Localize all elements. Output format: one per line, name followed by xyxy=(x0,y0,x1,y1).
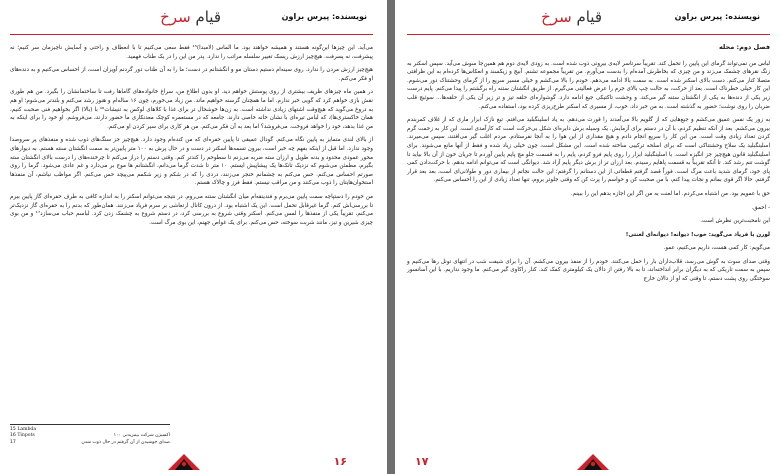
chapter-title: فصل دوم: محله xyxy=(718,43,770,51)
paragraph: وقتی صدای سوت به گوش می‌رسد، قلاب‌داران بار را حمل می‌کنند. خودم را از منفذ بیرون می‌کشم. آن را برای شیفت شب در انتهای تونل رها می‌کنیم و سپس به سمت تاریکی که به دیگران برابر انداخته‌اند، تا به بالا رفتن از دالان یک کیلومتری کمک کند. کنار راکاوی گیر می‌کنم. ما وجود نداریم. با این آسانسور سوختگی روی پشت دستم، تا وقتی که او از دالان خارج xyxy=(407,258,770,283)
footnote-fa: ۱۰۰ اکسیژن شرکت بیمزیدنی xyxy=(113,433,170,438)
page-header xyxy=(10,6,373,35)
page-gutter xyxy=(387,0,395,474)
book-title-word2: سرخ xyxy=(541,8,572,26)
book-title-word1: قیام xyxy=(195,8,221,26)
page-number: ۱۶ xyxy=(333,455,347,468)
book-title xyxy=(541,6,602,28)
footnotes xyxy=(10,424,170,447)
publisher-logo-icon xyxy=(164,450,204,472)
page-number: ۱۷ xyxy=(415,455,429,468)
publisher-logo-icon xyxy=(573,450,613,472)
paragraph: هیچ‌چیز ارزش مردن را ندارد. روی سینه‌ام دستیم دستان مو و انگشتانم در دست؛ ما را به آن طناب دور گردنم آویزان است، از احساس می‌کنیم و به دنده‌های او فکر می‌کنم. xyxy=(10,67,373,82)
page-footer xyxy=(395,448,782,474)
right-page xyxy=(395,0,782,474)
author-label: نویسنده: پیرس براون xyxy=(281,12,367,21)
book-title xyxy=(160,6,221,28)
paragraph: من خودم را دستپاچه سمت پایین می‌برم و فندینقه‌ام میان انگشتان ستنه می‌روم. در نتیجه می‌توانم اسکنر را به اندازه کافی به طرف حفره‌ای گاز پایین ببرم تا بررسی‌اش کنم. گرما غیرقابل تحمل است. این یک اشتباه بود. از درون کانال ارتعاشی بر سرم فریاد می‌زنند. همان‌طور که بدنم را به حفره‌ای گاز نزدیک‌تر می‌کنم، تقریباً یکی از منفذها را لمس می‌کنم. اسکنر وقتی شروع به بررسی کرد، در دستم شروع به چشمک زدن کرد. لباسم حباب می‌سازد¹⁷ و من بوی چیزی شیرین و تیز، مانند شربت سوخته، حس می‌کنم. برای یک غواص جهنم، این بوی مرگ است. xyxy=(10,193,373,226)
paragraph: - احمق. xyxy=(751,204,770,211)
page-header xyxy=(407,6,770,35)
paragraph: این نامحبت‌ترین نظرش است. xyxy=(700,218,770,225)
footnote-en: Lambda xyxy=(17,426,37,432)
paragraph: در همین ماه چیزهای ظریف بیشتری از روی پوستش خواهم دید. او بدون اطلاع من، سراغ خانواده‌های گاما‌ها رفت تا ساختمانشان را بگیرد. من هم طوری نقش بازی خواهم کرد که گویی خبر ندارم. اما ما همچنان گرسنه خواهیم ماند. من زیاد می‌خورم، چون ۱۶ ساله‌ام و هنوز رشد می‌کنم و بلندتر می‌شوم؛ او هم به دروغ می‌گوید که هیچ‌وقت اشتهای زیادی نداشته است. به زن‌ها خوشحال تر برای غذا با کلاهای لوکس به تنیشات¹⁶ با (بالا) اگر بخواهیم فنی صحبت کنیم، همان خاکستری‌ها)، که لباس تیره‌ای با نشان خانه خاصی دارند. جامعه که در مستعمره کوچک معدنکاری ما حضور دارند، می‌فروشم. او خود را برای اینکه به من غذا بدهد، خود را خواهد فروخت. می‌فروشد؟ اما بعد به آن فکر می‌کنم. من هر کاری برای سیر کردن او می‌کنم. xyxy=(10,89,374,130)
page-body xyxy=(407,43,770,284)
author-label: نویسنده: پیرس براون xyxy=(674,12,760,21)
footnote-number: 15 xyxy=(10,426,16,432)
paragraph: لورن با فریاد می‌گوید: خوب! دیوانه! دیوانه‌ای لعنتی! xyxy=(625,231,770,238)
footnote-fa: صدای جوشیدن از آن گرفتم در حال ذوب شدن xyxy=(81,439,170,445)
book-title-word1: قیام xyxy=(576,8,602,26)
paragraph: لباس من نمی‌تواند گرمای این پایین را تحمل کند. تقریباً سرتاسر لایه‌ی بیرونی ذوب شده است. به زودی لایه‌ی دوم هم همین‌جا سوش می‌آید. سپس اسکنر به زنگ نقرهای چشمک می‌زند و من چیزی که بخاطرش آمده‌ام را بدست می‌آورم. من تقریباً مجموعه تشنم. آبیچ و زیکسند و انعکاس‌ها کرده‌ام به این ظرافتی متصلا کنار می‌کنم. دست بالای اسکنر شده است. به سمت بالا ادامه می‌دهم. خودم را بالا می‌کشم و خیلی مسیر سریع را از گرمای وحشتناک دور می‌شوم. این کار خیلی خطرناک است. بعد از حرکت، به حالت چپ بالای جرم را عرض فعالیتی می‌گیرم. از طریق انگشتان ستنه راه برگشتم را پیدا می‌کنم. پایم درست زیر یکی از دنده‌ها به یکی از انگشتان ستنه گیر می‌کند. و وحشت تاکتیکی جیغ ادامه دارد. گوشواره‌ای حلقه تیز و تر زیر آن یکی از حلقه‌ها... سوئیچ قلب ضربان را روی نوشت؛ حضور به گذشته است. به من خبر داد. خوب، از مسیری که اسکنر طرح‌ریزی کرده بود، استفاده می‌کنم. xyxy=(407,60,770,110)
footnote-number: 17 xyxy=(10,439,16,445)
page-body xyxy=(10,44,373,227)
book-title-word2: سرخ xyxy=(160,8,191,26)
paragraph: می‌گویم: کار کمی هست، داریم می‌کنیم، عمو. xyxy=(663,245,770,252)
page-footer xyxy=(0,448,387,474)
footnote-en: Tinpots xyxy=(17,433,35,438)
paragraph: حق با عمویم بود. من اشتباه می‌کردم. اما لعنت به من اگر این اجازه بدهم این را ببینم. xyxy=(570,190,770,197)
left-page xyxy=(0,0,387,474)
paragraph: به زور یک نفس عمیق می‌کشم و جیغ‌هایی که از گلویم بالا می‌آمدند را قورت می‌دهم. به یاد اسلینگبلید می‌افتم. تیغ نازک ابزار ماری که از غلاف کمربندم بیرون می‌کشم. بعد از آنکه تنظیم کردم، با آن در دستم برای آزمایش. یک وسیله برش دایره‌ای شکل بی‌حرکت است که کارآمدی است. این کار به زحمت گرم کردن تعداد زیادی وقت است. من این کار را سریع انجام دادم و هیچ مقداری از این هوا را به آنجا نفرستادم. مردم اغلب گیر می‌افتند، سپس می‌میرند. اسلینگبلید یک سلاح وحشتناکی است که برای اسلحه ترکیبی ساخته شده است. این مشکل است، چون خیلی زیاد شده و فقط از آنها مانع می‌شوند. برای اسلینگبلید قانون هیچ‌چیز جز انگیزه است. با اسلینگبلید ابزار را روی پایم فرو کردم، پایم را به قسمت جلو مچ پایم پایین آوردم تا جریان خون از آن بالا بیاید تا گوشت تنم رشد کند. تا آنکه تقریباً به قسمت پاهایم رسیدم. بعد ارزان تر از برش دیگر پایم آزاد شد. دیوانگی است که می‌توانم ادامه بدهم. با حرکت‌دادن کمی پای خود، گرمای شدید باعث مرگ است. فوراً قصد گرفتم قطعاتی از این دستانم را گرفتم؛ این حالت نجاتم از بیماری دور و طولانی‌ای است، بعد بعد قرار گرفتم. حالا اگر قوی بمانم و نجات پیدا کنم، با من صحبت کن و حواسم را پرت کن که وقتی جلوتر بروم، تنها تعداد زیادی از این را احساس می‌کنم. xyxy=(407,117,770,184)
paragraph: از بالای لندی متمایز به پایین نگاه می‌کنم. گودال عمیقی تا پایین حفره‌ای که من کنده‌ام وجود دارد. هیچ‌چیز جز سنگ‌های ذوب شده و منفذهای پر سروصدا وجود ندارد. اما قبل از اینکه بفهم چه خبر است، بیرون تسمه‌ها اسکنر در دست و در حال پرش به ۱۰۰ متر پایین‌تر به سمت انگشتان سنته هستم. به دیوارهای محور عمودی محدود و بدنه طویل و ارزان سته ضربه می‌زنم تا سطوحم را کندتر کنم. وقتی دستم را دراز می‌کنم تا چرخنده‌های را درست بالای انگشتان سته بگیرم، مطمئن می‌شوم که نزدیک تانک‌ها یک پیشاپیش ایستم. ۱۰ متر تا شدت گرما می‌دانم، انگشتانم ها موج بر می‌دارد و غم عادی می‌شود. گرما را روی صورتم احساس می‌کنم. حس می‌کنم به چشمانم خنجر می‌زنند، دردی را که در شکم و زیر شکمم می‌پیچد حس می‌کنم. اگر مواظب نباشم، آن منفذها استخوان‌هایتان را ذوب می‌کنند و من مراقب نیستم. فقط فرز و چالاک هستم. xyxy=(10,137,373,187)
footnote xyxy=(10,440,170,447)
paragraph: می‌آید. این چیزها این‌گونه هستند و همیشه خواهند بود. ما الماس (لامبدا)¹⁵ فقط سعی می‌کنیم تا با انعطاف و راحتی و آسایش ناچیزمان سر کنیم؛ نه پیشرفت، نه پسرفت. هیچ‌چیز ارزش ریسک تغییر سلسله مراتب را ندارد. پدر من این را در یک طناب فهمید. xyxy=(10,45,373,60)
footnote-number: 16 xyxy=(10,433,16,438)
